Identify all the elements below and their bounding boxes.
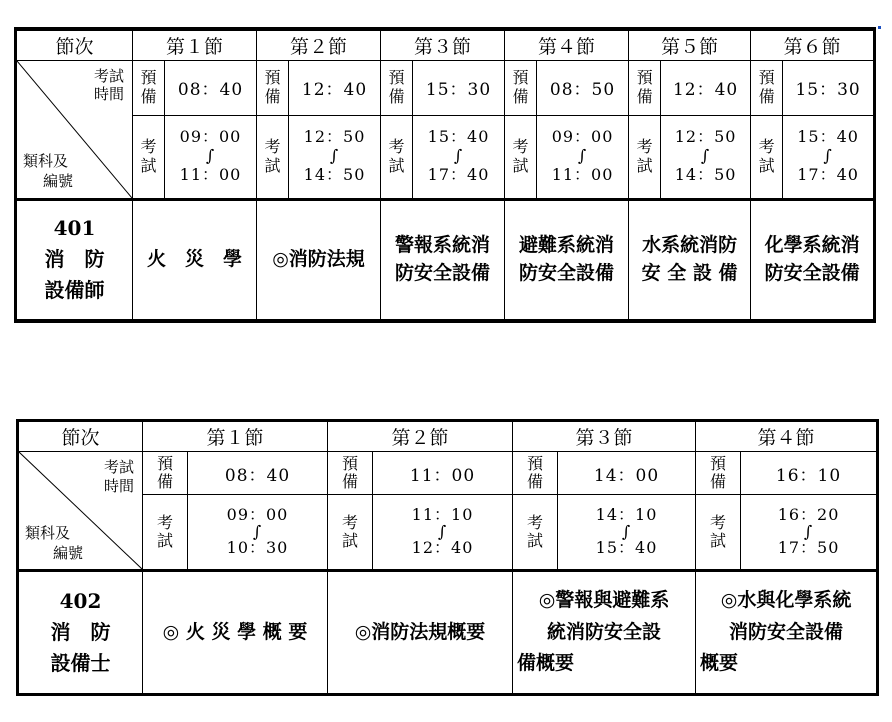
category-cell [18,571,143,695]
subject-1: 火 災 學 [133,199,257,321]
diag-top-line-1: 考試 [93,66,124,85]
category-name-line-2: 設備士 [50,651,111,675]
session-4-header: 第４節 [505,29,629,60]
prep-time-4: 08：50 [537,60,629,115]
subject-5: 水系統消防 安 全 設 備 [629,199,751,321]
session-header-label: 節次 [16,29,133,60]
session-header-row [18,421,878,452]
prep-label-6: 預 備 [751,60,783,115]
prep-time-6: 15：30 [783,60,875,115]
prep-label-4: 預 備 [505,60,537,115]
session-2-header: 第２節 [328,421,513,452]
exam-time-range-4: 09：00 ∫ 11：00 [537,115,629,199]
exam-time-range-6: 15：40 ∫ 17：40 [783,115,875,199]
prep-label-3: 預 備 [381,60,413,115]
prep-label-3: 預 備 [513,452,558,495]
prep-time-4: 16：10 [741,452,878,495]
exam-time-range-1: 09：00 ∫ 11：00 [165,115,257,199]
exam-label-2: 考 試 [328,495,373,571]
diag-category-label [25,523,83,564]
diagonal-header-cell [18,452,143,571]
prep-label-5: 預 備 [629,60,661,115]
session-4-header: 第４節 [696,421,878,452]
prep-time-1: 08：40 [165,60,257,115]
session-6-header: 第６節 [751,29,875,60]
category-name-line-1: 消 防 [50,620,111,644]
prep-label-1: 預 備 [133,60,165,115]
exam-time-range-3: 14：10 ∫ 15：40 [558,495,696,571]
prep-time-3: 14：00 [558,452,696,495]
diag-top-line-1: 考試 [103,458,134,476]
prep-label-2: 預 備 [328,452,373,495]
session-3-header: 第３節 [513,421,696,452]
diagonal-header-cell [16,60,133,199]
exam-time-range-4: 16：20 ∫ 17：50 [741,495,878,571]
prep-time-2: 12：40 [289,60,381,115]
prep-time-2: 11：00 [373,452,513,495]
prep-label-4: 預 備 [696,452,741,495]
diag-top-line-2: 時間 [103,476,134,495]
subject-row [18,571,878,695]
session-1-header: 第１節 [143,421,328,452]
exam-time-range-1: 09：00 ∫ 10：30 [188,495,328,571]
prep-time-row [18,452,878,495]
exam-label-2: 考 試 [257,115,289,199]
category-code: 402 [59,589,102,613]
session-5-header: 第５節 [629,29,751,60]
diag-bottom-line-1: 類科及 [25,523,71,542]
subject-2: ◎消防法規概要 [328,571,513,695]
session-1-header: 第１節 [133,29,257,60]
exam-time-range-2: 11：10 ∫ 12：40 [373,495,513,571]
diag-bottom-line-2: 編號 [53,543,84,562]
exam-time-range-5: 12：50 ∫ 14：50 [661,115,751,199]
exam-label-4: 考 試 [505,115,537,199]
subject-3: ◎警報與避難系 統消防安全設 備概要 [513,571,696,695]
exam-label-3: 考 試 [513,495,558,571]
prep-time-5: 12：40 [661,60,751,115]
diag-exam-time-label [94,67,124,105]
subject-4: 避難系統消 防安全設備 [505,199,629,321]
session-header-label: 節次 [18,421,143,452]
exam-label-1: 考 試 [133,115,165,199]
corner-mark [878,26,881,29]
diag-bottom-line-2: 編號 [43,172,74,191]
prep-time-row [16,60,875,115]
session-3-header: 第３節 [381,29,505,60]
category-name-line-1: 消 防 [44,247,105,272]
diag-bottom-line-1: 類科及 [23,152,69,170]
diag-top-line-2: 時間 [93,85,124,104]
prep-time-1: 08：40 [188,452,328,495]
subject-3: 警報系統消 防安全設備 [381,199,505,321]
session-2-header: 第２節 [257,29,381,60]
prep-label-2: 預 備 [257,60,289,115]
exam-label-5: 考 試 [629,115,661,199]
category-name-line-2: 設備師 [44,278,105,303]
schedule-table-401 [14,27,876,323]
subject-2: ◎消防法規 [257,199,381,321]
category-code: 401 [53,216,96,241]
diag-exam-time-label [104,458,134,496]
diag-category-label [23,151,73,192]
category-cell [16,199,133,321]
prep-label-1: 預 備 [143,452,188,495]
subject-row [16,199,875,321]
session-header-row [16,29,875,60]
exam-label-3: 考 試 [381,115,413,199]
subject-1: ◎ 火 災 學 概 要 [143,571,328,695]
exam-time-range-3: 15：40 ∫ 17：40 [413,115,505,199]
exam-label-1: 考 試 [143,495,188,571]
exam-label-6: 考 試 [751,115,783,199]
exam-label-4: 考 試 [696,495,741,571]
prep-time-3: 15：30 [413,60,505,115]
subject-4: ◎水與化學系統 消防安全設備 概要 [696,571,878,695]
subject-6: 化學系統消 防安全設備 [751,199,875,321]
exam-time-range-2: 12：50 ∫ 14：50 [289,115,381,199]
exam-time-row [16,115,875,199]
exam-time-row [18,495,878,571]
schedule-table-402 [16,419,879,696]
